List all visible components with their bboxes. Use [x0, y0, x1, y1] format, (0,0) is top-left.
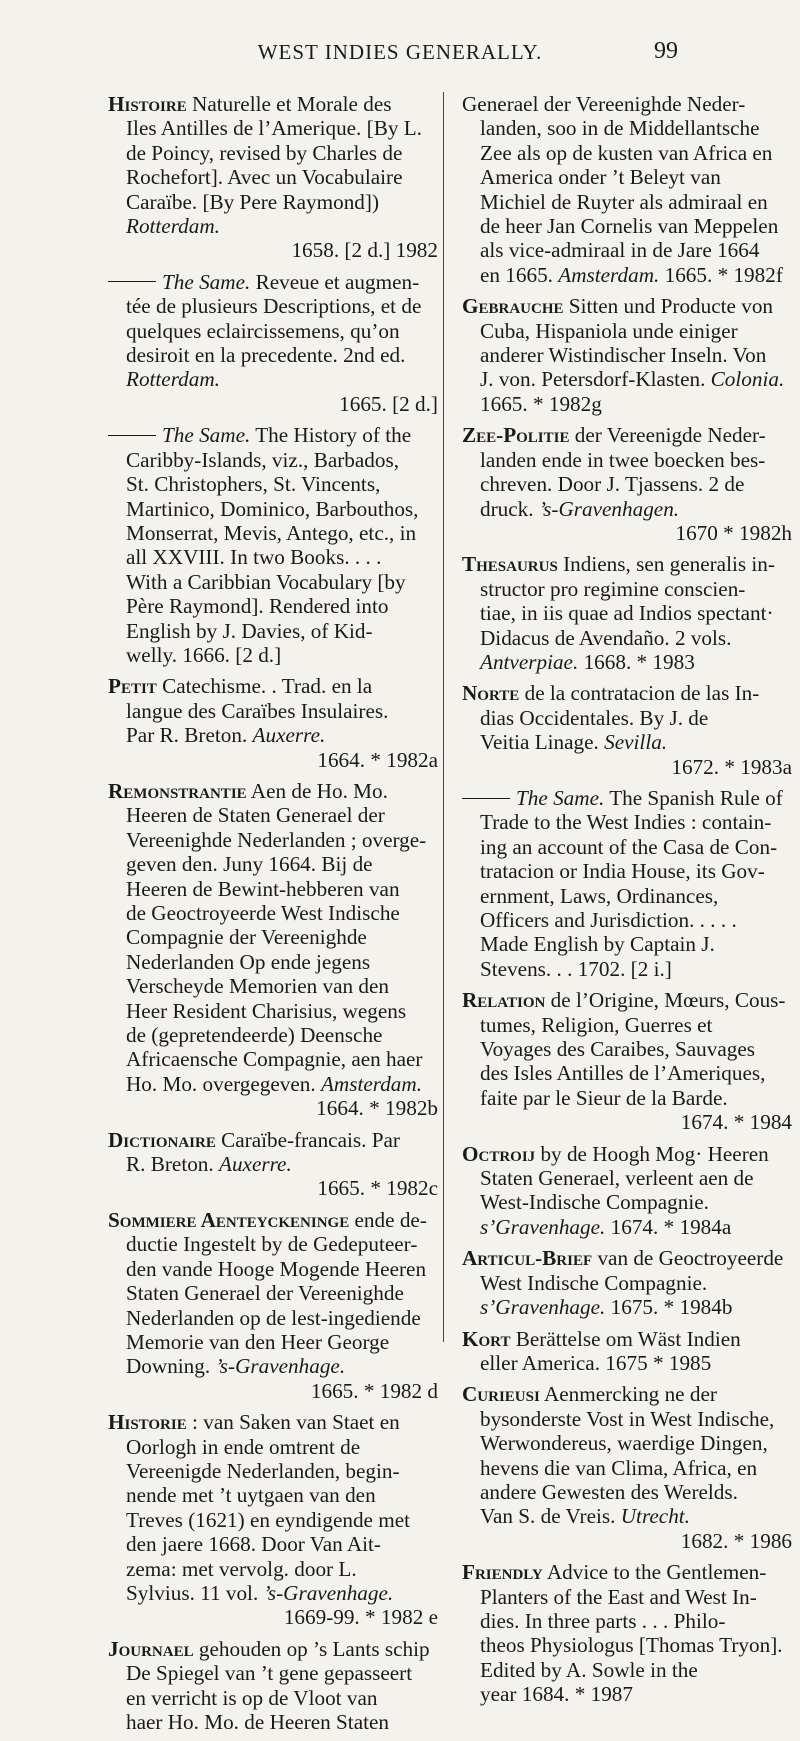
entry-place: ’s-Gravenhage. — [263, 1580, 394, 1605]
catalog-entry — [108, 1637, 438, 1735]
catalog-entry — [462, 786, 792, 981]
entry-line: Staten Generael, verleent aen de — [480, 1166, 754, 1191]
entry-headword: Articul-Brief — [462, 1246, 593, 1271]
entry-line: haer Ho. Mo. de Heeren Staten — [126, 1710, 389, 1734]
entry-line: Caraïbe. [By Pere Raymond]) Rotterdam. — [126, 189, 379, 239]
entry-date: 1682. * 1986 — [680, 1528, 792, 1553]
entry-date: 1668. * 1983 — [578, 649, 695, 674]
entry-headword: Octroij — [462, 1141, 536, 1166]
entry-place: Auxerre. — [219, 1152, 292, 1177]
entry-line: Historie : van Saken van Staet en — [108, 1410, 400, 1435]
entry-line: Par R. Breton. Auxerre. — [126, 723, 326, 748]
entry-line: bysonderste Vost in West Indische, — [480, 1406, 775, 1431]
entry-line: Memorie van den Heer George — [126, 1329, 390, 1354]
entry-line: theos Physiologus [Thomas Tryon]. — [480, 1633, 783, 1658]
entry-line: en verricht is op de Vloot van — [126, 1685, 378, 1710]
catalog-entry — [108, 92, 438, 263]
entry-line: landen ende in twee boecken bes- — [480, 447, 766, 472]
entry-place: Amsterdam. — [320, 1071, 422, 1096]
catalog-entry — [462, 92, 792, 287]
entry-line: Sommiere Aenteyckeninge ende de- — [108, 1207, 427, 1232]
entry-line: Kort Berättelse om Wäst Indien — [462, 1326, 741, 1351]
entry-date: 1674. * 1984a — [605, 1214, 732, 1239]
entry-line: Nederlanden op de lest-ingediende — [126, 1305, 421, 1330]
entry-headword: Sommiere Aenteyckeninge — [108, 1207, 350, 1232]
entry-date: 1664. * 1982a — [317, 747, 438, 772]
entry-line: Caribby-Islands, viz., Barbados, — [126, 447, 400, 472]
entry-place: Antverpiae. — [480, 649, 579, 674]
page-header: WEST INDIES GENERALLY. — [257, 40, 543, 64]
entry-line: year 1684. * 1987 — [480, 1682, 633, 1707]
entry-line: America onder ’t Beleyt van — [480, 165, 721, 190]
entry-headword: Friendly — [462, 1560, 543, 1585]
catalog-entry — [462, 423, 792, 545]
entry-line: Relation de l’Origine, Mœurs, Cous- — [462, 988, 786, 1013]
entry-line: tiae, in iis quae ad Indios spectant· — [480, 601, 774, 626]
entry-line: en 1665. Amsterdam. 1665. * 1982f — [480, 262, 783, 287]
entry-line: Treves (1621) en eyndigende met — [126, 1507, 411, 1532]
entry-line: faite par le Sieur de la Barde. — [480, 1085, 728, 1110]
entry-line: chreven. Door J. Tjassens. 2 de — [480, 472, 745, 497]
entry-line: eller America. 1675 * 1985 — [480, 1350, 712, 1375]
catalog-entry — [462, 1246, 792, 1319]
entry-headword: Thesaurus — [462, 552, 558, 577]
entry-headword: Norte — [462, 681, 520, 706]
entry-date: 1665. * 1982g — [480, 391, 602, 416]
entry-line: Curieusi Aenmercking ne der — [462, 1382, 717, 1407]
entry-line: Planters of the East and West In- — [480, 1584, 757, 1609]
entry-line: de heer Jan Cornelis van Meppelen — [480, 214, 779, 239]
entry-line: anderer Wistindischer Inseln. Von — [480, 343, 767, 368]
entry-line: J. von. Petersdorf-Klasten. Colonia. 1665. * 1982g — [480, 367, 785, 416]
entry-line: langue des Caraïbes Insulaires. — [126, 698, 389, 723]
entry-line: Generael der Vereenighde Neder- — [462, 92, 746, 116]
entry-line: Gebrauche Sitten und Producte von — [462, 294, 774, 319]
entry-line: Veitia Linage. Sevilla. — [480, 730, 668, 755]
entry-line: quelques eclaircissemens, qu’on — [126, 318, 400, 343]
entry-line: Van S. de Vreis. Utrecht. — [480, 1504, 690, 1529]
catalog-entry — [462, 294, 792, 416]
entry-line: Zee als op de kusten van Africa en — [480, 140, 773, 165]
entry-line: ing an account of the Casa de Con- — [480, 834, 778, 859]
entry-line: ernment, Laws, Ordinances, — [480, 883, 719, 908]
entry-date: 1665. * 1982c — [317, 1176, 438, 1201]
entry-headword: Kort — [462, 1326, 511, 1351]
entry-line: Journael gehouden op ’s Lants schip — [108, 1636, 430, 1661]
entry-line: Cuba, Hispaniola unde einiger — [480, 318, 738, 343]
entry-title: The Same. — [162, 269, 251, 294]
catalog-entry — [462, 552, 792, 674]
entry-place: Rotterdam. — [126, 214, 220, 239]
catalog-entry — [462, 1142, 792, 1240]
entry-date: 1674. * 1984 — [680, 1110, 792, 1135]
catalog-entry — [108, 779, 438, 1121]
entry-line: dies. In three parts . . . Philo- — [480, 1608, 726, 1633]
entry-line: Iles Antilles de l’Amerique. [By L. — [126, 116, 422, 141]
entry-headword: Relation — [462, 988, 546, 1013]
entry-line: Nederlanden Op ende jegens — [126, 949, 371, 974]
entry-place: Colonia. — [710, 367, 785, 392]
entry-line: andere Gewesten des Werelds. — [480, 1479, 738, 1504]
entry-date: 1672. * 1983a — [671, 754, 792, 779]
entry-place: Utrecht. — [620, 1504, 690, 1529]
catalog-entry — [462, 988, 792, 1134]
entry-line: English by J. Davies, of Kid- — [126, 618, 373, 643]
entry-line: Thesaurus Indiens, sen generalis in- — [462, 552, 775, 577]
entry-line: Heeren de Bewint-hebberen van — [126, 876, 400, 901]
page-number: 99 — [654, 38, 678, 64]
catalog-entry — [108, 674, 438, 772]
entry-line: Friendly Advice to the Gentlemen- — [462, 1560, 767, 1585]
catalog-entry — [462, 681, 792, 779]
catalog-entry — [462, 1560, 792, 1706]
entry-line: tratacion or India House, its Gov- — [480, 859, 765, 884]
entry-line: West Indische Compagnie. s’Gravenhage. 1675. * 1984b — [480, 1270, 733, 1320]
entry-line: tumes, Religion, Guerres et — [480, 1012, 713, 1037]
entry-place: Rotterdam. — [126, 367, 220, 392]
entry-line: druck. ’s-Gravenhagen. — [480, 496, 680, 521]
entry-place: ’s-Gravenhage. — [215, 1354, 346, 1379]
entry-line: Werwondereus, waerdige Dingen, — [480, 1431, 768, 1456]
entry-line: de (gepretendeerde) Deensche — [126, 1023, 383, 1048]
entry-line: dias Occidentales. By J. de — [480, 705, 709, 730]
entry-line: Octroij by de Hoogh Mog· Heeren — [462, 1141, 769, 1166]
entry-line: den jaere 1668. Door Van Ait- — [126, 1532, 381, 1557]
entry-date: 1665. [2 d.] — [339, 391, 438, 416]
entry-line: landen, soo in de Middellantsche — [480, 116, 760, 141]
ditto-dash — [462, 798, 510, 799]
entry-line: structor pro regimine conscien- — [480, 576, 746, 601]
entry-line: Compagnie der Vereenighde — [126, 925, 367, 950]
entry-place: Auxerre. — [252, 723, 326, 748]
entry-line: Histoire Naturelle et Morale des — [108, 92, 392, 116]
entry-line: als vice-admiraal in de Jare 1664 — [480, 238, 760, 263]
entry-date: 1664. * 1982b — [316, 1096, 438, 1121]
entry-line: hevens die van Clima, Africa, en — [480, 1455, 758, 1480]
entry-date: 1665. * 1982f — [659, 262, 783, 287]
entry-headword: Histoire — [108, 92, 187, 116]
entry-headword: Historie — [108, 1410, 187, 1435]
entry-headword: Dictionaire — [108, 1127, 216, 1152]
entry-line: tée de plusieurs Descriptions, et de — [126, 294, 422, 319]
entry-title: The Same. — [162, 423, 251, 448]
entry-line: de Poincy, revised by Charles de — [126, 140, 403, 165]
entry-line: Monserrat, Mevis, Antego, etc., in — [126, 520, 417, 545]
entry-line: Vereenighde Nederlanden ; overge- — [126, 827, 427, 852]
entry-line: Officers and Jurisdiction. . . . . — [480, 908, 737, 932]
entry-line: Ho. Mo. overgegeven. Amsterdam. — [126, 1071, 422, 1096]
catalog-entry — [462, 1327, 792, 1376]
right-column — [462, 92, 792, 1714]
entry-place: s’Gravenhage. — [480, 1295, 606, 1320]
entry-line: Dictionaire Caraïbe-francais. Par — [108, 1127, 400, 1152]
entry-line: geven den. Juny 1664. Bij de — [126, 852, 373, 877]
catalog-entry — [108, 423, 438, 667]
entry-place: s’Gravenhage. — [480, 1214, 606, 1239]
entry-line: Remonstrantie Aen de Ho. Mo. — [108, 778, 388, 803]
entry-line: Verscheyde Memorien van den — [126, 974, 389, 999]
entry-line: Africaensche Compagnie, aen haer — [126, 1047, 423, 1072]
entry-line: welly. 1666. [2 d.] — [126, 642, 282, 667]
entry-line: Edited by A. Sowle in the — [480, 1657, 698, 1682]
catalog-entry — [462, 1382, 792, 1553]
entry-line: Didacus de Avendaño. 2 vols. Antverpiae. 1668. * 1983 — [480, 625, 732, 674]
entry-line: Rochefort]. Avec un Vocabulaire — [126, 165, 403, 190]
entry-line: des Isles Antilles de l’Ameriques, — [480, 1061, 766, 1086]
entry-line: Petit Catechisme. . Trad. en la — [108, 674, 373, 699]
entry-date: 1669-99. * 1982 e — [283, 1605, 438, 1630]
entry-line: Vereenigde Nederlanden, begin- — [126, 1458, 400, 1483]
entry-headword: Gebrauche — [462, 294, 564, 319]
ditto-dash — [108, 435, 156, 436]
entry-line: R. Breton. Auxerre. — [126, 1152, 292, 1177]
column-divider — [443, 92, 444, 1342]
entry-line: desiroit en la precedente. 2nd ed. Rotterdam. — [126, 343, 406, 392]
entry-line: Trade to the West Indies : contain- — [480, 810, 772, 835]
entry-date: 1665. * 1982 d — [310, 1378, 438, 1403]
entry-date: 1658. [2 d.] 1982 — [291, 238, 438, 263]
entry-headword: Journael — [108, 1636, 194, 1661]
entry-headword: Petit — [108, 674, 157, 699]
entry-line: all XXVIII. In two Books. . . . — [126, 545, 382, 570]
entry-headword: Zee-Politie — [462, 423, 570, 448]
catalog-entry — [108, 270, 438, 416]
entry-headword: Curieusi — [462, 1382, 540, 1407]
entry-line: zema: met vervolg. door L. — [126, 1556, 357, 1581]
entry-line: Sylvius. 11 vol. ’s-Gravenhage. — [126, 1580, 394, 1605]
entry-line: de Geoctroyeerde West Indische — [126, 901, 400, 925]
entry-line: The Same. The History of the — [108, 423, 438, 447]
entry-line: Martinico, Dominico, Barbouthos, — [126, 496, 419, 521]
entry-place: Sevilla. — [604, 730, 668, 755]
entry-title: The Same. — [516, 785, 605, 810]
entry-line: The Same. The Spanish Rule of — [462, 786, 792, 810]
entry-line: Voyages des Caraibes, Sauvages — [480, 1037, 755, 1062]
entry-line: Michiel de Ruyter als admiraal en — [480, 189, 768, 214]
entry-line: nende met ’t uytgaen van den — [126, 1483, 376, 1508]
entry-line: West-Indische Compagnie. s’Gravenhage. 1674. * 1984a — [480, 1190, 732, 1239]
entry-line: Downing. ’s-Gravenhage. — [126, 1354, 346, 1379]
entry-line: ductie Ingestelt by de Gedeputeer- — [126, 1232, 418, 1257]
entry-headword: Remonstrantie — [108, 778, 247, 803]
catalog-entry — [108, 1128, 438, 1201]
entry-line: The Same. Reveue et augmen- — [108, 270, 438, 294]
entry-place: Amsterdam. — [558, 262, 660, 287]
entry-line: Articul-Brief van de Geoctroyeerde — [462, 1246, 784, 1271]
entry-line: Père Raymond]. Rendered into — [126, 594, 389, 619]
entry-line: Norte de la contratacion de las In- — [462, 681, 760, 706]
entry-line: Zee-Politie der Vereenigde Neder- — [462, 423, 766, 448]
left-column — [108, 92, 438, 1741]
entry-place: ’s-Gravenhagen. — [538, 496, 680, 521]
entry-line: Staten Generael der Vereenighde — [126, 1281, 404, 1306]
entry-line: Oorlogh in ende omtrent de — [126, 1434, 361, 1459]
entry-line: De Spiegel van ’t gene gepasseert — [126, 1661, 413, 1686]
entry-line: With a Caribbian Vocabulary [by — [126, 569, 406, 594]
entry-line: Heer Resident Charisius, wegens — [126, 998, 407, 1023]
catalog-entry — [108, 1208, 438, 1403]
entry-line: Made English by Captain J. — [480, 932, 715, 957]
entry-line: Stevens. . . 1702. [2 i.] — [480, 956, 672, 981]
entry-line: Heeren de Staten Generael der — [126, 803, 385, 828]
entry-line: den vande Hooge Mogende Heeren — [126, 1256, 427, 1281]
ditto-dash — [108, 281, 156, 282]
entry-line: St. Christophers, St. Vincents, — [126, 472, 381, 497]
catalog-entry — [108, 1410, 438, 1630]
entry-date: 1675. * 1984b — [605, 1295, 733, 1320]
entry-date: 1670 * 1982h — [675, 520, 792, 545]
